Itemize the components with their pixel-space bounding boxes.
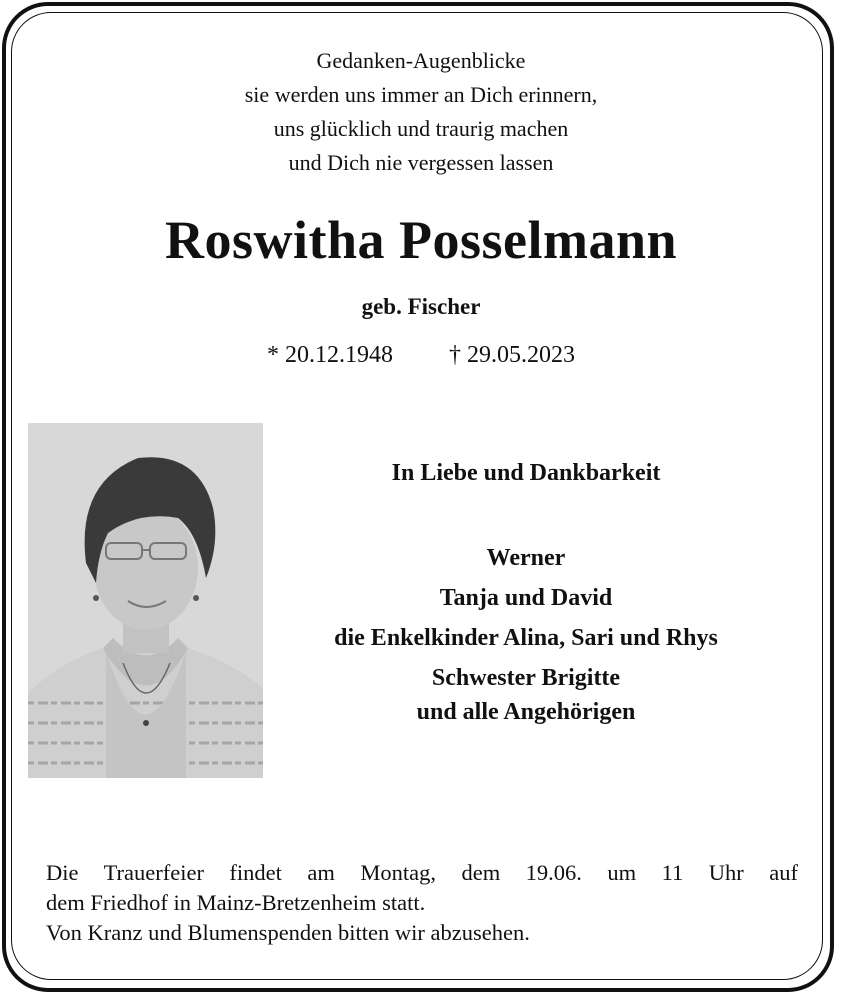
poem-line: sie werden uns immer an Dich erinnern, <box>244 82 598 107</box>
birth-date: * 20.12.1948 <box>267 342 393 368</box>
poem-line: und Dich nie vergessen lassen <box>288 150 554 175</box>
mourner-name: Werner <box>486 545 566 571</box>
mourner-name: Schwester Brigitte <box>431 665 621 691</box>
life-dates <box>0 338 842 372</box>
deceased-name: Roswitha Posselmann <box>164 210 678 270</box>
poem-line: Gedanken-Augenblicke <box>316 48 526 73</box>
portrait-photo <box>28 423 263 778</box>
mourner-name: und alle Angehörigen <box>416 699 636 725</box>
mourners-list <box>272 538 780 728</box>
notice-line: Die Trauerfeier findet am Montag, dem 19.06. um 11 Uhr auf <box>46 860 798 885</box>
memorial-poem <box>0 44 842 180</box>
mourner-name: die Enkelkinder Alina, Sari und Rhys <box>334 625 718 651</box>
maiden-name: geb. Fischer <box>361 294 481 319</box>
notice-line: dem Friedhof in Mainz-Bretzenheim statt. <box>46 890 426 915</box>
death-date: † 29.05.2023 <box>449 342 575 368</box>
mourner-name: Tanja und David <box>439 585 613 611</box>
thanks-heading: In Liebe und Dankbarkeit <box>391 460 661 486</box>
notice-line: Von Kranz und Blumenspenden bitten wir abzusehen. <box>46 920 530 945</box>
funeral-notice <box>46 858 798 948</box>
portrait-image <box>28 423 263 778</box>
poem-line: uns glücklich und traurig machen <box>273 116 569 141</box>
